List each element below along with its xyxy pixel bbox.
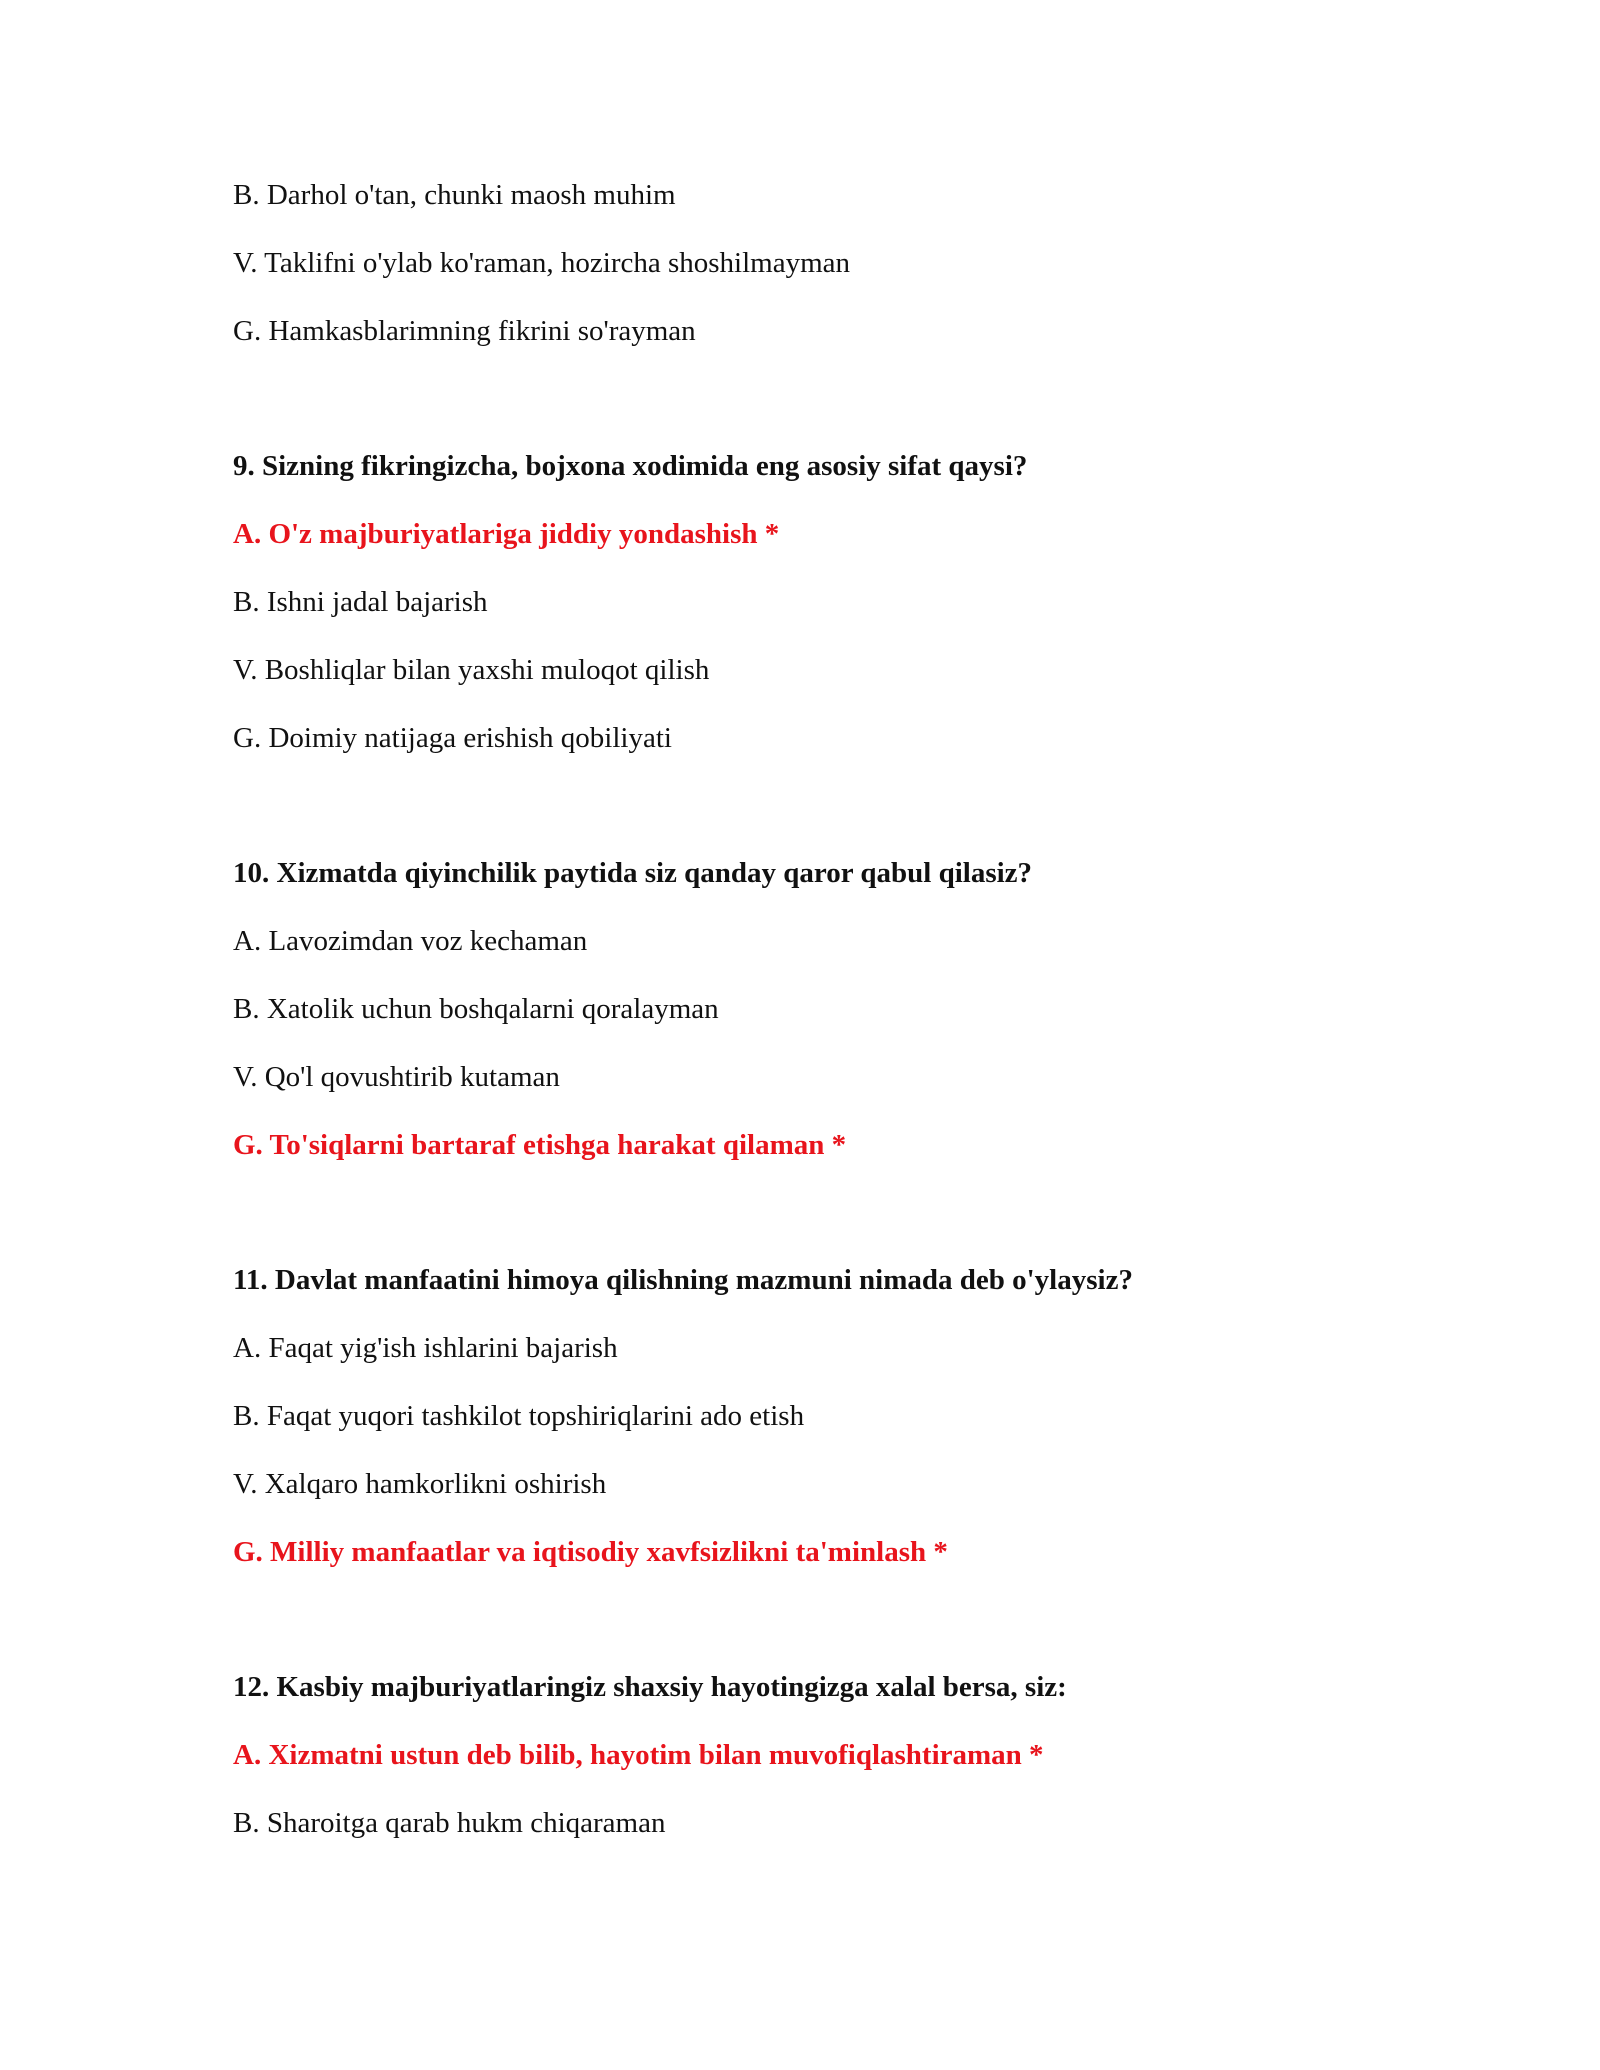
option-9-b: B. Ishni jadal bajarish [233,586,488,618]
question-9 [233,449,1413,755]
question-12 [233,1670,1413,1840]
option-10-b: B. Xatolik uchun boshqalarni qoralayman [233,993,719,1025]
option-10-a: A. Lavozimdan voz kechaman [233,925,588,957]
option-11-v: V. Xalqaro hamkorlikni oshirish [233,1468,607,1500]
option-10-v: V. Qo'l qovushtirib kutaman [233,1061,560,1093]
option-11-b: B. Faqat yuqori tashkilot topshiriqlarini ado etish [233,1400,805,1432]
option-11-g-correct: G. Milliy manfaatlar va iqtisodiy xavfsizlikni ta'minlash * [233,1536,948,1568]
option-9-g: G. Doimiy natijaga erishish qobiliyati [233,722,672,754]
option-12-a-correct: A. Xizmatni ustun deb bilib, hayotim bilan muvofiqlashtiraman * [233,1739,1044,1771]
option-9-v: V. Boshliqlar bilan yaxshi muloqot qilish [233,654,710,686]
option-9-a-correct: A. O'z majburiyatlariga jiddiy yondashish * [233,518,780,550]
option-8-b: B. Darhol o'tan, chunki maosh muhim [233,179,676,211]
option-10-g-correct: G. To'siqlarni bartaraf etishga harakat qilaman * [233,1129,847,1161]
question-12-text: 12. Kasbiy majburiyatlaringiz shaxsiy hayotingizga xalal bersa, siz: [233,1671,1067,1703]
option-12-b: B. Sharoitga qarab hukm chiqaraman [233,1807,666,1839]
question-8-tail [233,178,1413,348]
document-page [233,178,1413,1874]
option-8-g: G. Hamkasblarimning fikrini so'rayman [233,315,696,347]
question-11 [233,1263,1413,1569]
option-11-a: A. Faqat yig'ish ishlarini bajarish [233,1332,618,1364]
question-10-text: 10. Xizmatda qiyinchilik paytida siz qanday qaror qabul qilasiz? [233,857,1033,889]
question-9-text: 9. Sizning fikringizcha, bojxona xodimida eng asosiy sifat qaysi? [233,450,1028,482]
question-11-text: 11. Davlat manfaatini himoya qilishning mazmuni nimada deb o'ylaysiz? [233,1264,1133,1296]
question-10 [233,856,1413,1162]
option-8-v: V. Taklifni o'ylab ko'raman, hozircha shoshilmayman [233,247,851,279]
